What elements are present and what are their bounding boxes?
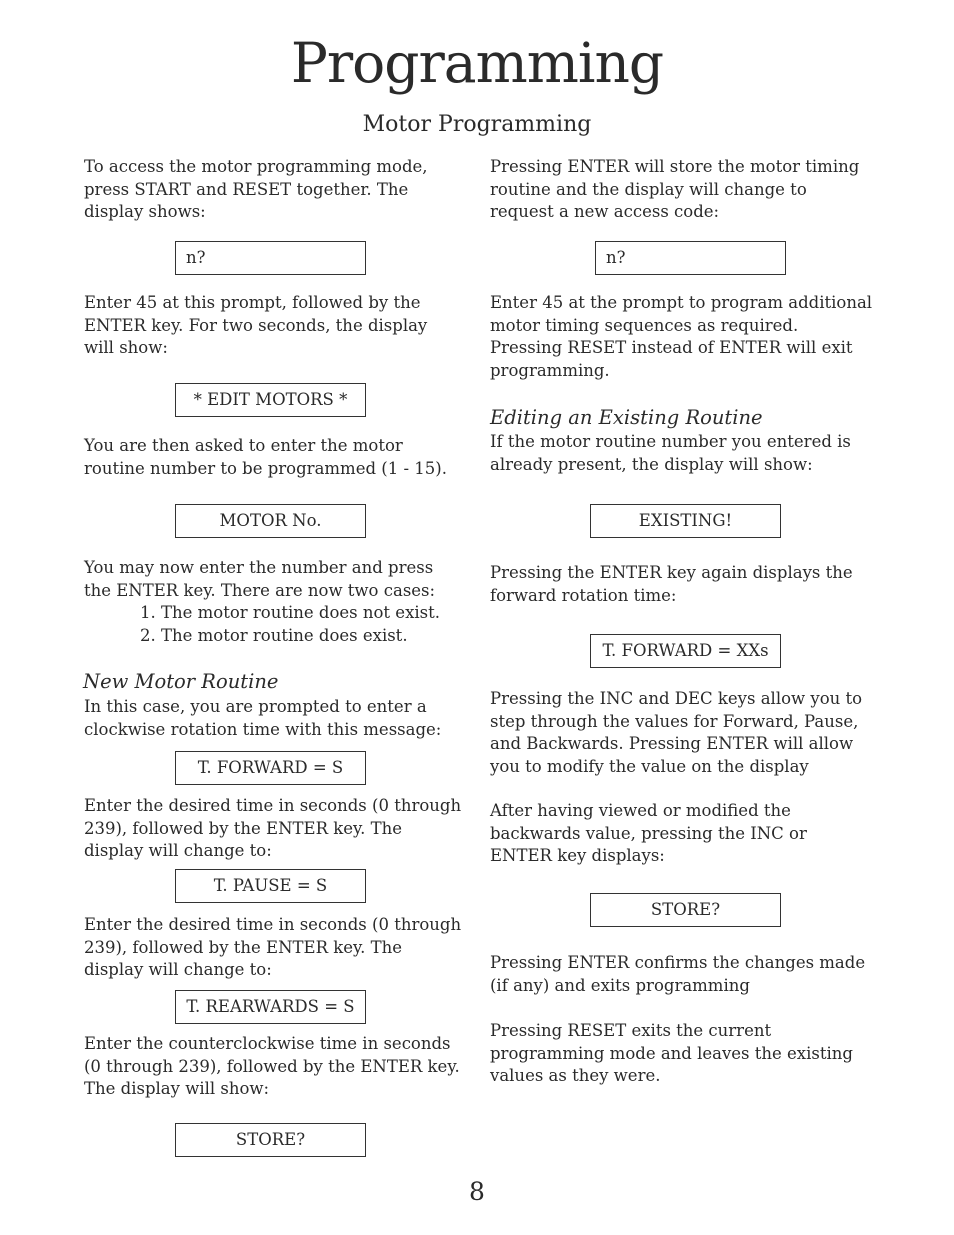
display-box-store-confirm: STORE?: [590, 893, 781, 927]
page-title: Programming: [290, 31, 664, 95]
left-paragraph-two-cases: You may now enter the number and press the ENTER key. There are now two cases:: [84, 558, 436, 600]
right-paragraph-reset-exits: Pressing RESET exits the current programming mode and leaves the existing values as they were.: [490, 1021, 853, 1086]
right-paragraph-inc-dec: Pressing the INC and DEC keys allow you to step through the values for Forward, Pause, and Backwards. Pressing ENTER will allow you to modify the value on the display: [490, 689, 863, 776]
right-paragraph-after-viewing: After having viewed or modified the backwards value, pressing the INC or ENTER key displays:: [490, 801, 807, 866]
display-box-existing: EXISTING!: [590, 504, 781, 538]
left-paragraph-counterclockwise: Enter the counterclockwise time in seconds (0 through 239), followed by the ENTER key. The display will show:: [84, 1034, 460, 1099]
case-list-item-1: 1. The motor routine does not exist.: [140, 603, 440, 622]
right-paragraph-additional-sequences: Enter 45 at the prompt to program additional motor timing sequences as required. Pressing RESET instead of ENTER will exit programming.: [490, 293, 873, 380]
right-paragraph-forward-rotation: Pressing the ENTER key again displays the forward rotation time:: [490, 563, 853, 605]
subheading-editing-existing-routine: Editing an Existing Routine: [490, 406, 763, 429]
right-paragraph-confirm-changes: Pressing ENTER confirms the changes made (if any) and exits programming: [490, 953, 866, 995]
display-box-rearwards: T. REARWARDS = S: [175, 990, 366, 1024]
section-title: Motor Programming: [362, 112, 592, 137]
display-box-edit-motors: * EDIT MOTORS *: [175, 383, 366, 417]
left-paragraph-clockwise: In this case, you are prompted to enter a clockwise rotation time with this message:: [84, 697, 442, 739]
subheading-new-motor-routine: New Motor Routine: [83, 670, 279, 693]
display-box-new-access-code: n?: [595, 241, 786, 275]
left-paragraph-routine-number: You are then asked to enter the motor routine number to be programmed (1 - 15).: [84, 436, 447, 478]
case-list-item-2: 2. The motor routine does exist.: [140, 626, 408, 645]
left-paragraph-forward-time: Enter the desired time in seconds (0 through 239), followed by the ENTER key. The display will change to:: [84, 796, 462, 861]
left-paragraph-pause-time: Enter the desired time in seconds (0 through 239), followed by the ENTER key. The display will change to:: [84, 915, 462, 980]
display-box-access-code: n?: [175, 241, 366, 275]
display-box-forward-xxs: T. FORWARD = XXs: [590, 634, 781, 668]
left-paragraph-enter-45: Enter 45 at this prompt, followed by the ENTER key. For two seconds, the display will show:: [84, 293, 428, 358]
display-box-store: STORE?: [175, 1123, 366, 1157]
display-box-motor-no: MOTOR No.: [175, 504, 366, 538]
page-number: 8: [469, 1177, 485, 1206]
right-paragraph-store-routine: Pressing ENTER will store the motor timing routine and the display will change to request a new access code:: [490, 157, 860, 222]
display-box-pause: T. PAUSE = S: [175, 869, 366, 903]
right-paragraph-already-present: If the motor routine number you entered is already present, the display will show:: [490, 432, 851, 474]
display-box-forward: T. FORWARD = S: [175, 751, 366, 785]
left-paragraph-access: To access the motor programming mode, press START and RESET together. The display shows:: [84, 157, 428, 222]
